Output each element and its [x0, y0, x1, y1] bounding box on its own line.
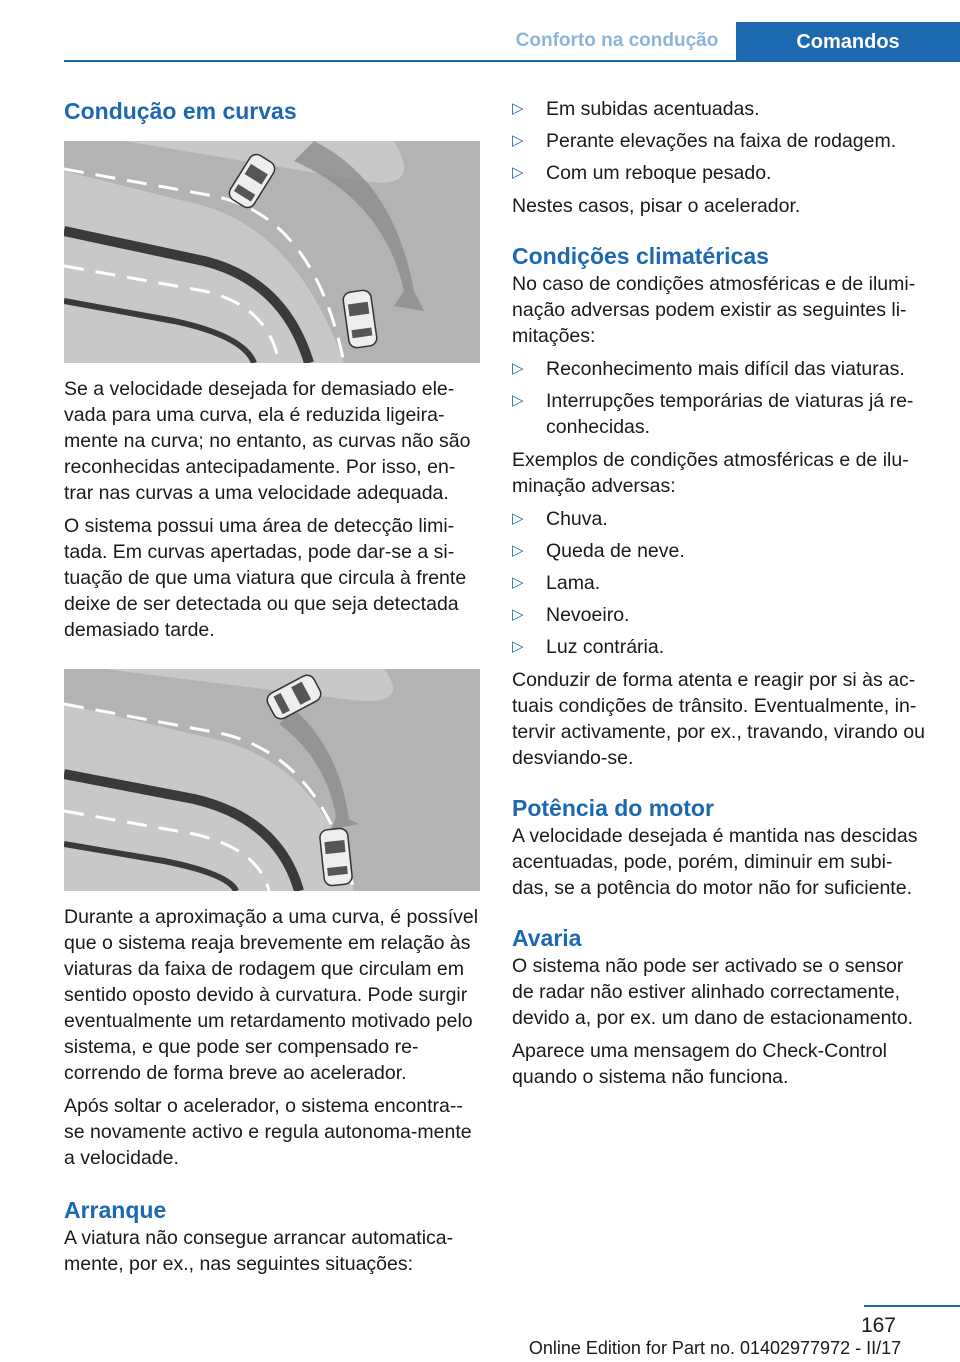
edition-line: Online Edition for Part no. 01402977972 - II/17 [528, 1338, 902, 1358]
triangle-bullet-icon: ▷ [512, 132, 524, 149]
list-item-text: Em subidas acentuadas. [546, 98, 760, 120]
list-weather-limitations [512, 356, 928, 440]
triangle-bullet-icon: ▷ [512, 542, 524, 559]
list-item [512, 602, 928, 628]
paragraph-weather-intro: No caso de condições atmosféricas e de ilumi-nação adversas podem existir as seguintes li-mitações: [512, 273, 916, 347]
paragraph-detection-area: O sistema possui uma área de detecção limi-tada. Em curvas apertadas, pode dar-se a si-tuação de que uma viatura que circula à frente deixe de ser detectada ou que seja detectada demasiado tarde. [64, 515, 467, 641]
list-item [512, 538, 928, 564]
list-item-text: Lama. [546, 572, 601, 594]
triangle-bullet-icon: ▷ [512, 164, 524, 181]
list-item [512, 388, 928, 440]
paragraph-start: A viatura não consegue arrancar automatica-mente, por ex., nas seguintes situações: [64, 1227, 454, 1275]
triangle-bullet-icon: ▷ [512, 574, 524, 591]
heading-start: Arranque [64, 1197, 167, 1223]
paragraph-press-accelerator: Nestes casos, pisar o acelerador. [512, 195, 801, 217]
list-item [512, 160, 928, 186]
figure-curve-2 [64, 669, 480, 891]
paragraph-weather-examples: Exemplos de condições atmosféricas e de ilu-minação adversas: [512, 449, 909, 497]
list-item-text: Queda de neve. [546, 540, 685, 562]
left-column [64, 96, 482, 1277]
figure-curve-1 [64, 141, 480, 363]
list-item [512, 128, 928, 154]
page-number: 167 [860, 1314, 896, 1337]
list-item [512, 506, 928, 532]
curve-illustration-1 [64, 141, 480, 363]
list-item-text: Nevoeiro. [546, 604, 630, 626]
list-item [512, 356, 928, 382]
list-weather-examples [512, 506, 928, 660]
heading-engine-power: Potência do motor [512, 795, 714, 821]
paragraph-malfunction: O sistema não pode ser activado se o sensor de radar não estiver alinhado correctamente, devido a, por ex. um dano de estacionamento. [512, 955, 914, 1029]
paragraph-speed-curve: Se a velocidade desejada for demasiado ele-vada para uma curva, ela é reduzida ligeira-mente na curva; no entanto, as curvas não são reconhecidas antecipadamente. Por isso, en-trar nas curvas a uma velocidade adequada. [64, 378, 471, 504]
heading-weather: Condições climatéricas [512, 243, 769, 269]
curve-illustration-2 [64, 669, 480, 891]
paragraph-check-control: Aparece uma mensagem do Check-Control quando o sistema não funciona. [512, 1040, 888, 1088]
footer-rule [864, 1305, 960, 1307]
header-chapter-tab: Comandos [736, 22, 960, 62]
list-item-text: Chuva. [546, 508, 608, 530]
triangle-bullet-icon: ▷ [512, 360, 524, 377]
list-item-text: Com um reboque pesado. [546, 162, 772, 184]
paragraph-oncoming-traffic: Durante a aproximação a uma curva, é possível que o sistema reaja brevemente em relação às viaturas da faixa de rodagem que circulam em sentido oposto devido à curvatura. Pode surgir eventualmente um retardamento motivado pelo sistema, e que pode ser compensado re-correndo de forma breve ao acelerador. [64, 906, 479, 1084]
paragraph-engine-power: A velocidade desejada é mantida nas descidas acentuadas, pode, porém, diminuir em subi-das, se a potência do motor não for suficiente. [512, 825, 918, 899]
triangle-bullet-icon: ▷ [512, 606, 524, 623]
list-item-text: Luz contrária. [546, 636, 665, 658]
right-column [512, 96, 928, 1090]
triangle-bullet-icon: ▷ [512, 638, 524, 655]
list-item [512, 570, 928, 596]
heading-curves: Condução em curvas [64, 98, 297, 124]
list-item [512, 96, 928, 122]
paragraph-drive-attentively: Conduzir de forma atenta e reagir por si às ac-tuais condições de trânsito. Eventualmente, in-tervir activamente, por ex., travando, virando ou desviando-se. [512, 669, 925, 769]
triangle-bullet-icon: ▷ [512, 100, 524, 117]
list-item [512, 634, 928, 660]
triangle-bullet-icon: ▷ [512, 392, 524, 409]
list-start-situations [512, 96, 928, 186]
paragraph-release-accelerator: Após soltar o acelerador, o sistema encontra--se novamente activo e regula autonoma-mente a velocidade. [64, 1095, 472, 1169]
list-item-text: Reconhecimento mais difícil das viaturas. [546, 358, 905, 380]
list-item-text: Perante elevações na faixa de rodagem. [546, 130, 897, 152]
list-item-text: Interrupções temporárias de viaturas já re-conhecidas. [546, 390, 914, 438]
header-section-title: Conforto na condução [515, 30, 719, 51]
triangle-bullet-icon: ▷ [512, 510, 524, 527]
heading-malfunction: Avaria [512, 925, 582, 951]
